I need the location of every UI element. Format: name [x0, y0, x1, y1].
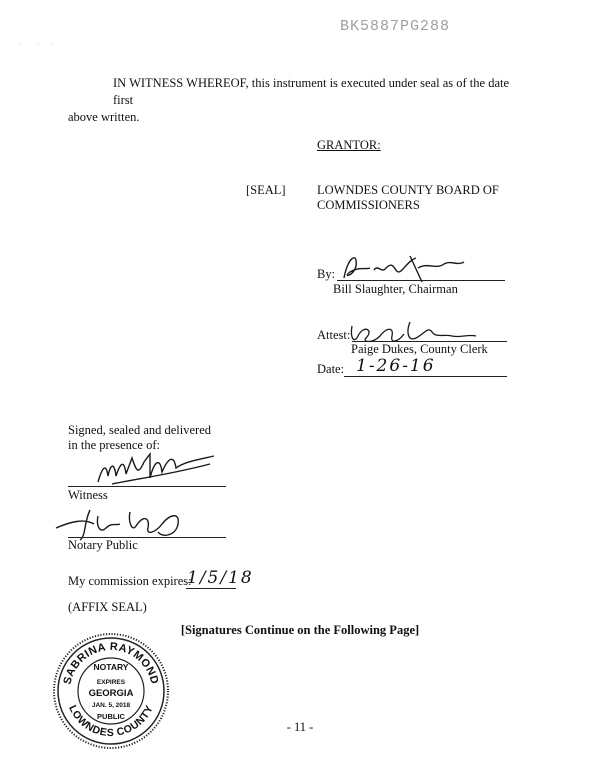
- seal-expires: EXPIRES: [96, 679, 126, 686]
- grantor-heading: GRANTOR:: [317, 138, 381, 152]
- seal-bottom-word: PUBLIC: [97, 712, 125, 721]
- seal-county: LOWNDES COUNTY: [66, 703, 156, 740]
- witness-signature: [92, 448, 222, 488]
- seal-top-word: NOTARY: [93, 662, 129, 672]
- witness-label: Witness: [68, 488, 108, 502]
- commission-line: [186, 588, 236, 589]
- witness-clause: [68, 75, 513, 126]
- by-label: By:: [317, 267, 336, 281]
- commission-label: My commission expires:: [68, 574, 192, 588]
- witness-line: [68, 486, 226, 487]
- seal-state: GEORGIA: [88, 688, 134, 699]
- affix-seal-label: (AFFIX SEAL): [68, 600, 147, 614]
- attest-name: Paige Dukes, County Clerk: [351, 342, 488, 356]
- recording-stamp: BK5887PG288: [340, 18, 451, 35]
- date-value: 1-26-16: [356, 356, 436, 376]
- notary-label: Notary Public: [68, 538, 138, 552]
- presence-line-2: in the presence of:: [68, 438, 160, 452]
- seal-exp-date: JAN. 5, 2018: [91, 702, 131, 709]
- page-number: - 11 -: [286, 720, 314, 734]
- commission-value: 1/5/18: [187, 568, 254, 588]
- continuation-note: [Signatures Continue on the Following Page]: [180, 623, 420, 637]
- presence-line-1: Signed, sealed and delivered: [68, 423, 212, 437]
- seal-label: [SEAL]: [246, 183, 286, 197]
- signer-name: Bill Slaughter, Chairman: [333, 282, 458, 296]
- grantor-entity-line-1: LOWNDES COUNTY BOARD OF: [317, 183, 499, 197]
- date-line: [344, 376, 507, 377]
- witness-clause-line-1: IN WITNESS WHEREOF, this instrument is executed under seal as of the date first: [113, 76, 510, 107]
- date-label: Date:: [317, 362, 345, 376]
- seal-name: SABRINA RAYMOND: [61, 640, 161, 686]
- scan-specks: · · ·: [18, 40, 54, 49]
- grantor-entity-line-2: COMMISSIONERS: [317, 198, 420, 212]
- witness-clause-line-2: above written.: [68, 110, 140, 124]
- attest-label: Attest:: [317, 328, 351, 342]
